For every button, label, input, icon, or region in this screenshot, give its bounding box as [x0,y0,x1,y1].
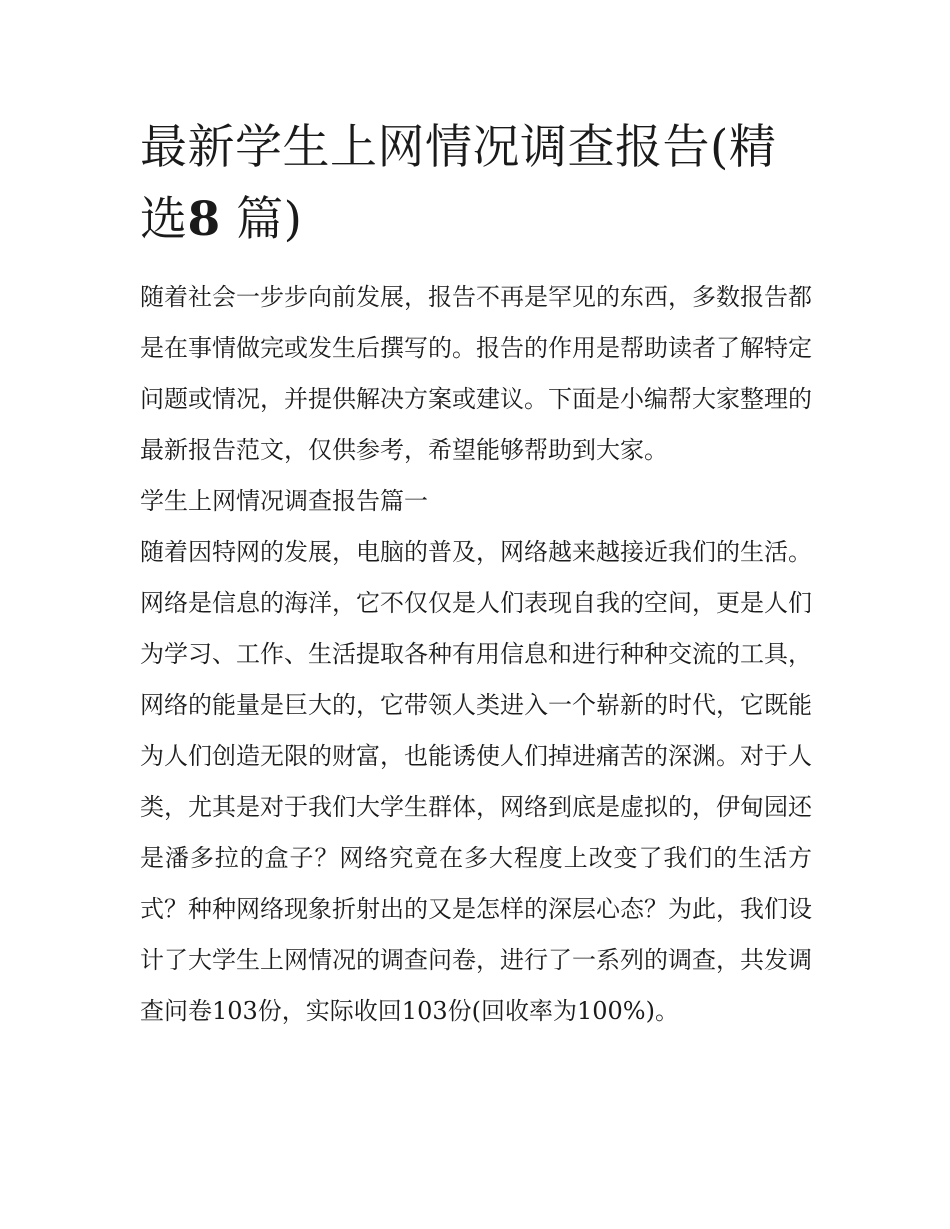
title-number: 8 [187,192,221,247]
section-heading: 学生上网情况调查报告篇一 [140,487,428,515]
document-title [140,112,812,256]
title-text-part1: 最新学生上网情况调查报告(精选 [140,120,777,247]
body-paragraph: 随着因特网的发展，电脑的普及，网络越来越接近我们的生活。网络是信息的海洋，它不仅仅是人们表现自我的空间，更是人们为学习、工作、生活提取各种有用信息和进行种种交流的工具，网络的能量是巨大的，它带领人类进入一个崭新的时代，它既能为人们创造无限的财富，也能诱使人们掉进痛苦的深渊。对于人类，尤其是对于我们大学生群体，网络到底是虚拟的，伊甸园还是潘多拉的盒子？网络究竟在多大程度上改变了我们的生活方式？种种网络现象折射出的又是怎样的深层心态？为此，我们设计了大学生上网情况的调查问卷，进行了一系列的调查，共发调查问卷103份，实际收回103份(回收率为100%)。 [140,538,812,1025]
intro-paragraph: 随着社会一步步向前发展，报告不再是罕见的东西，多数报告都是在事情做完或发生后撰写的。报告的作用是帮助读者了解特定问题或情况，并提供解决方案或建议。下面是小编帮大家整理的最新报告范文，仅供参考，希望能够帮助到大家。 [140,283,812,464]
title-text-part2: 篇) [236,192,303,247]
document-page [140,112,812,1037]
